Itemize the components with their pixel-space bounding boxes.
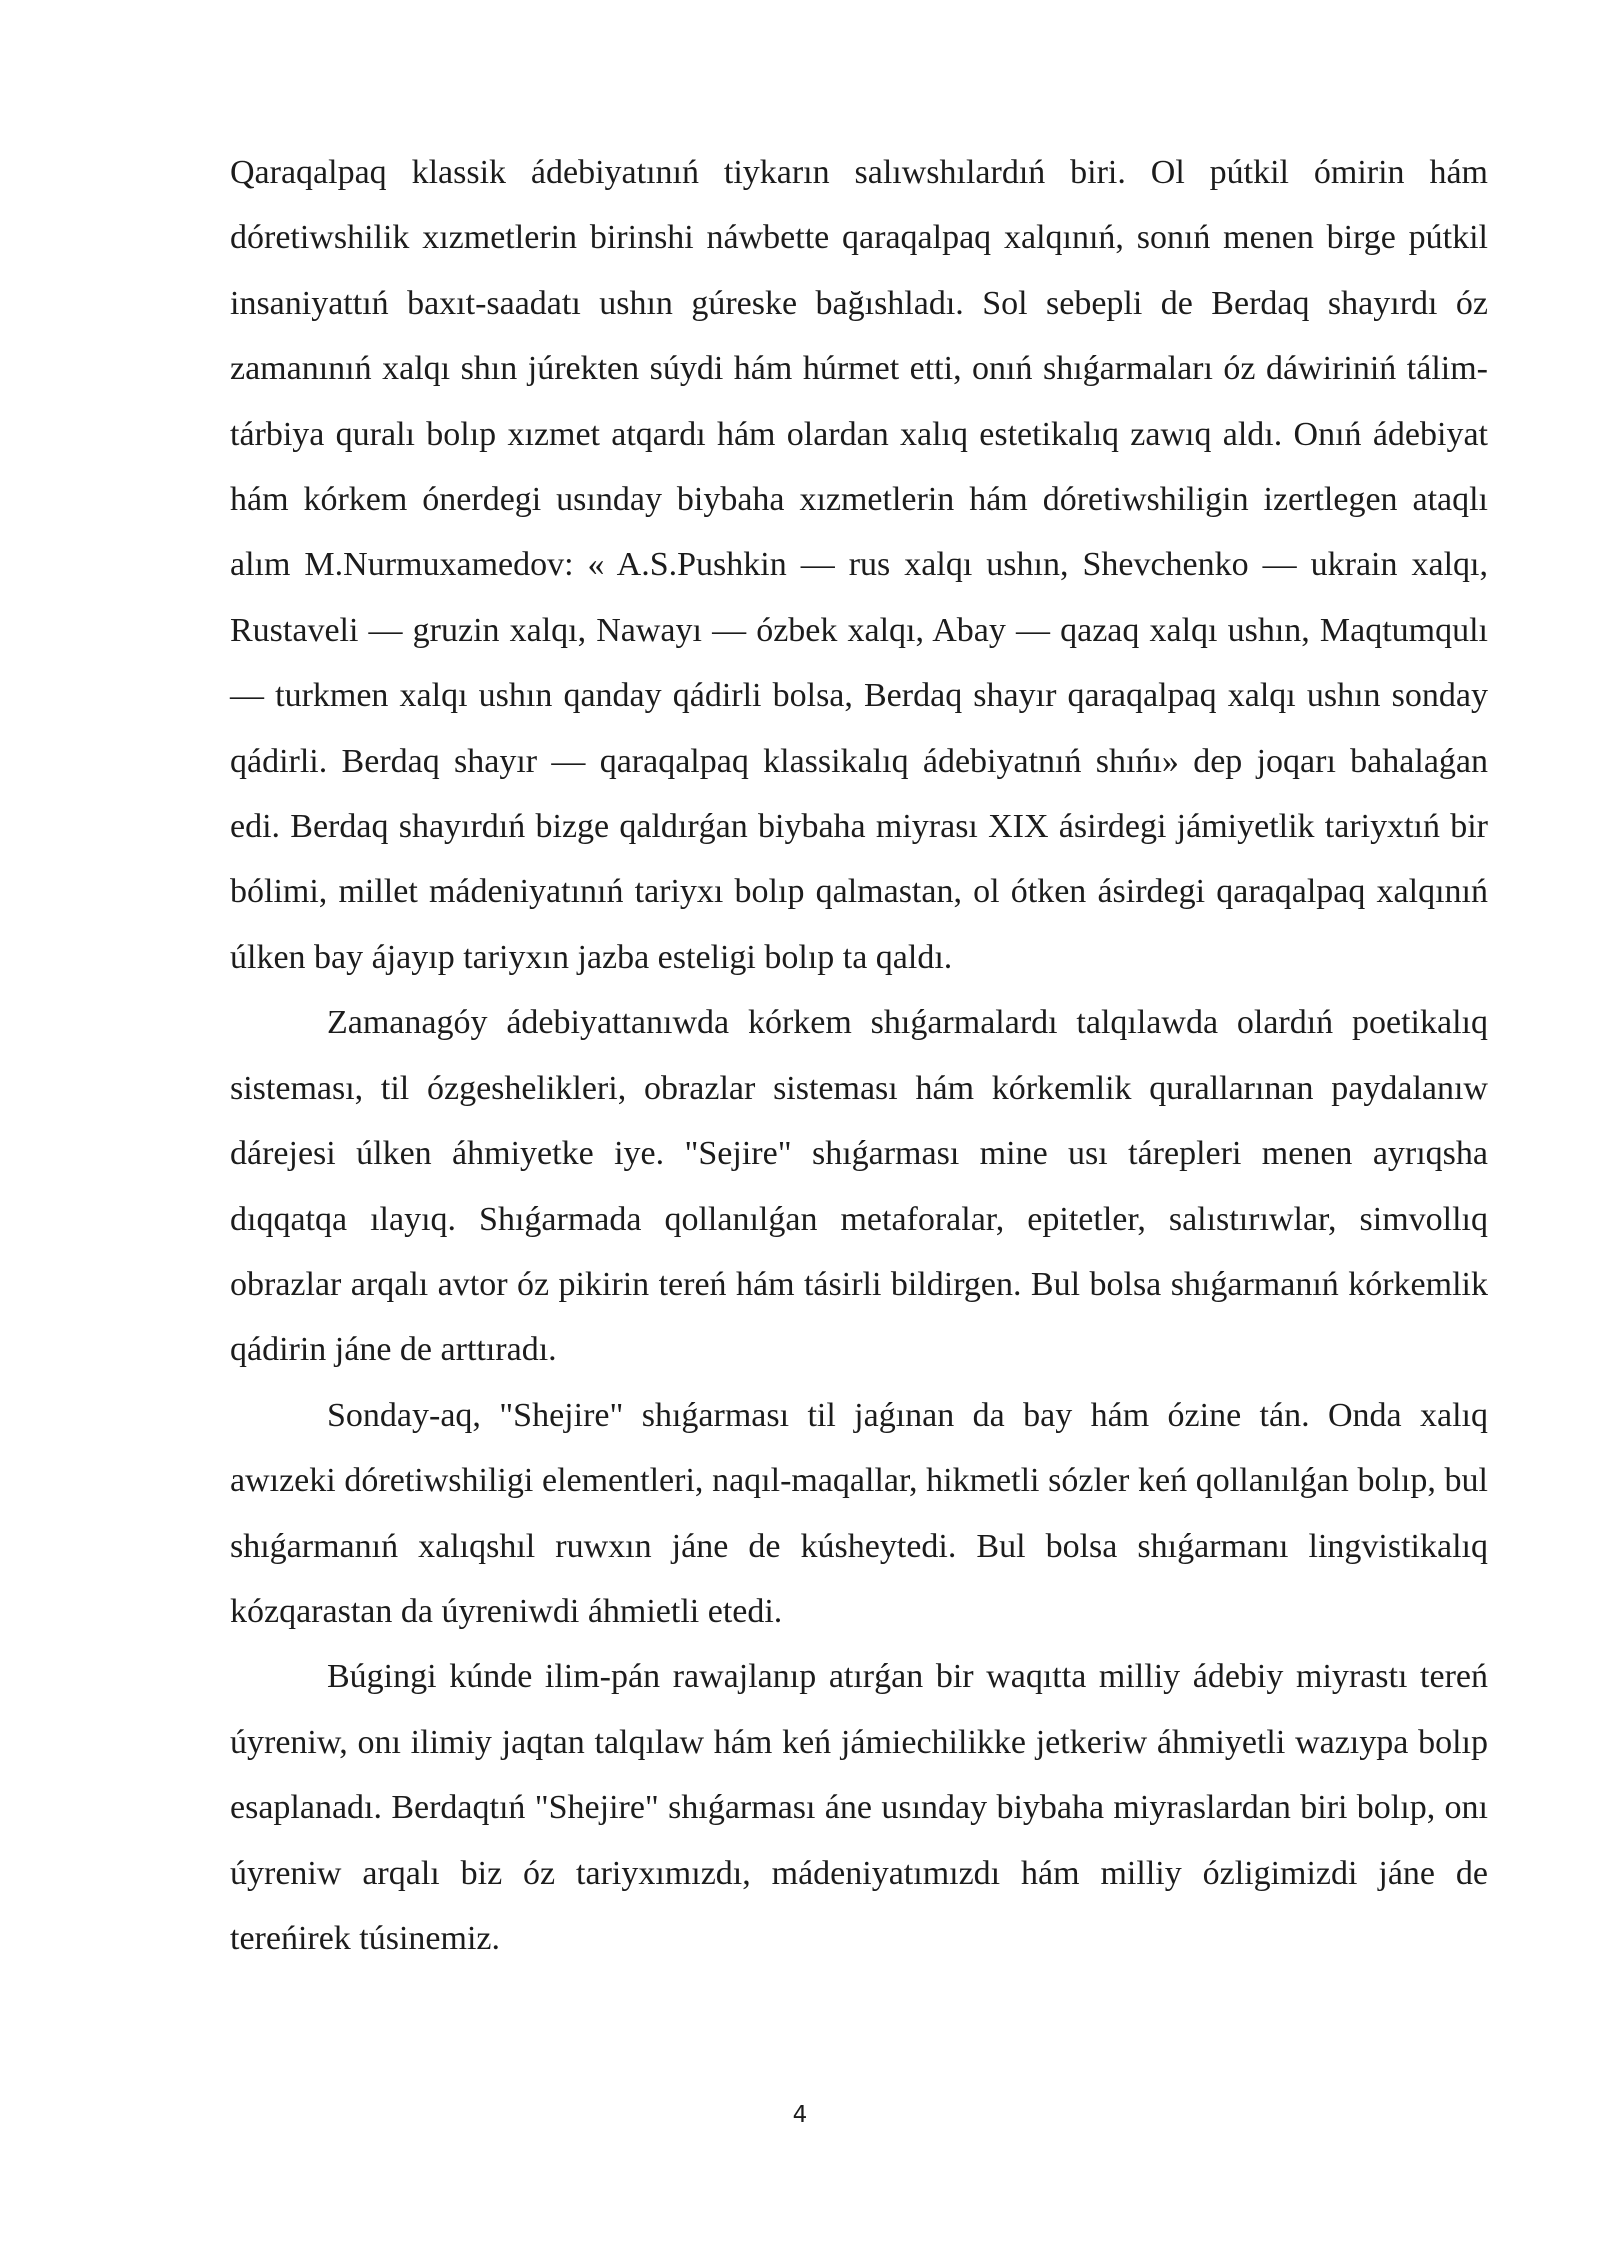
page-number: 4 <box>792 2102 808 2128</box>
body-text <box>230 140 1488 1971</box>
paragraph-3: Sonday-aq, "Shejire" shıǵarması til jaǵınan da bay hám ózine tán. Onda xalıq awızeki dóretiwshiligi elementleri, naqıl-maqallar, hikmetli sózler keń qollanılǵan bolıp, bul shıǵarmanıń xalıqshıl ruwxın jáne de kúsheytedi. Bul bolsa shıǵarmanı lingvistikalıq kózqarastan da úyreniwdi áhmietli etedi. <box>230 1396 1488 1630</box>
paragraph-2: Zamanagóy ádebiyattanıwda kórkem shıǵarmalardı talqılawda olardıń poetikalıq sisteması, til ózgeshelikleri, obrazlar sisteması hám kórkemlik qurallarınan paydalanıw dárejesi úlken áhmiyetke iye. "Sejire" shıǵarması mine usı tárepleri menen ayrıqsha dıqqatqa ılayıq. Shıǵarmada qollanılǵan metaforalar, epitetler, salıstırıwlar, simvollıq obrazlar arqalı avtor óz pikirin tereń hám tásirli bildirgen. Bul bolsa shıǵarmanıń kórkemlik qádirin jáne de arttıradı. <box>230 1004 1488 1369</box>
paragraph-4: Búgingi kúnde ilim-pán rawajlanıp atırǵan bir waqıtta milliy ádebiy miyrastı tereń úyreniw, onı ilimiy jaqtan talqılaw hám keń jámiechilikke jetkeriw áhmiyetli wazıypa bolıp esaplanadı. Berdaqtıń "Shejire" shıǵarması áne usınday biybaha miyraslardan biri bolıp, onı úyreniw arqalı biz óz tariyxımızdı, mádeniyatımızdı hám milliy ózligimizdi jáne de tereńirek túsinemiz. <box>230 1658 1488 1957</box>
paragraph-1: Qaraqalpaq klassik ádebiyatınıń tiykarın salıwshılardıń biri. Ol pútkil ómirin hám dóretiwshilik xızmetlerin birinshi náwbette qaraqalpaq xalqınıń, sonıń menen birge pútkil insaniyattıń baxıt-saadatı ushın gúreske bağıshladı. Sol sebepli de Berdaq shayırdı óz zamanınıń xalqı shın júrekten súydi hám húrmet etti, onıń shıǵarmaları óz dáwiriniń tálim-tárbiya quralı bolıp xızmet atqardı hám olardan xalıq estetikalıq zawıq aldı. Onıń ádebiyat hám kórkem ónerdegi usınday biybaha xızmetlerin hám dóretiwshiligin izertlegen ataqlı alım M.Nurmuxamedov: « A.S.Pushkin — rus xalqı ushın, Shevchenko — ukrain xalqı, Rustaveli — gruzin xalqı, Nawayı — ózbek xalqı, Abay — qazaq xalqı ushın, Maqtumqulı — turkmen xalqı ushın qanday qádirli bolsa, Berdaq shayır qaraqalpaq xalqı ushın sonday qádirli. Berdaq shayır — qaraqalpaq klassikalıq ádebiyatnıń shıńı» dep joqarı bahalaǵan edi. Berdaq shayırdıń bizge qaldırǵan biybaha miyrası XIX ásirdegi jámiyetlik tariyxtıń bir bólimi, millet mádeniyatınıń tariyxı bolıp qalmastan, ol ótken ásirdegi qaraqalpaq xalqınıń úlken bay ájayıp tariyxın jazba esteligi bolıp ta qaldı. <box>230 154 1488 976</box>
